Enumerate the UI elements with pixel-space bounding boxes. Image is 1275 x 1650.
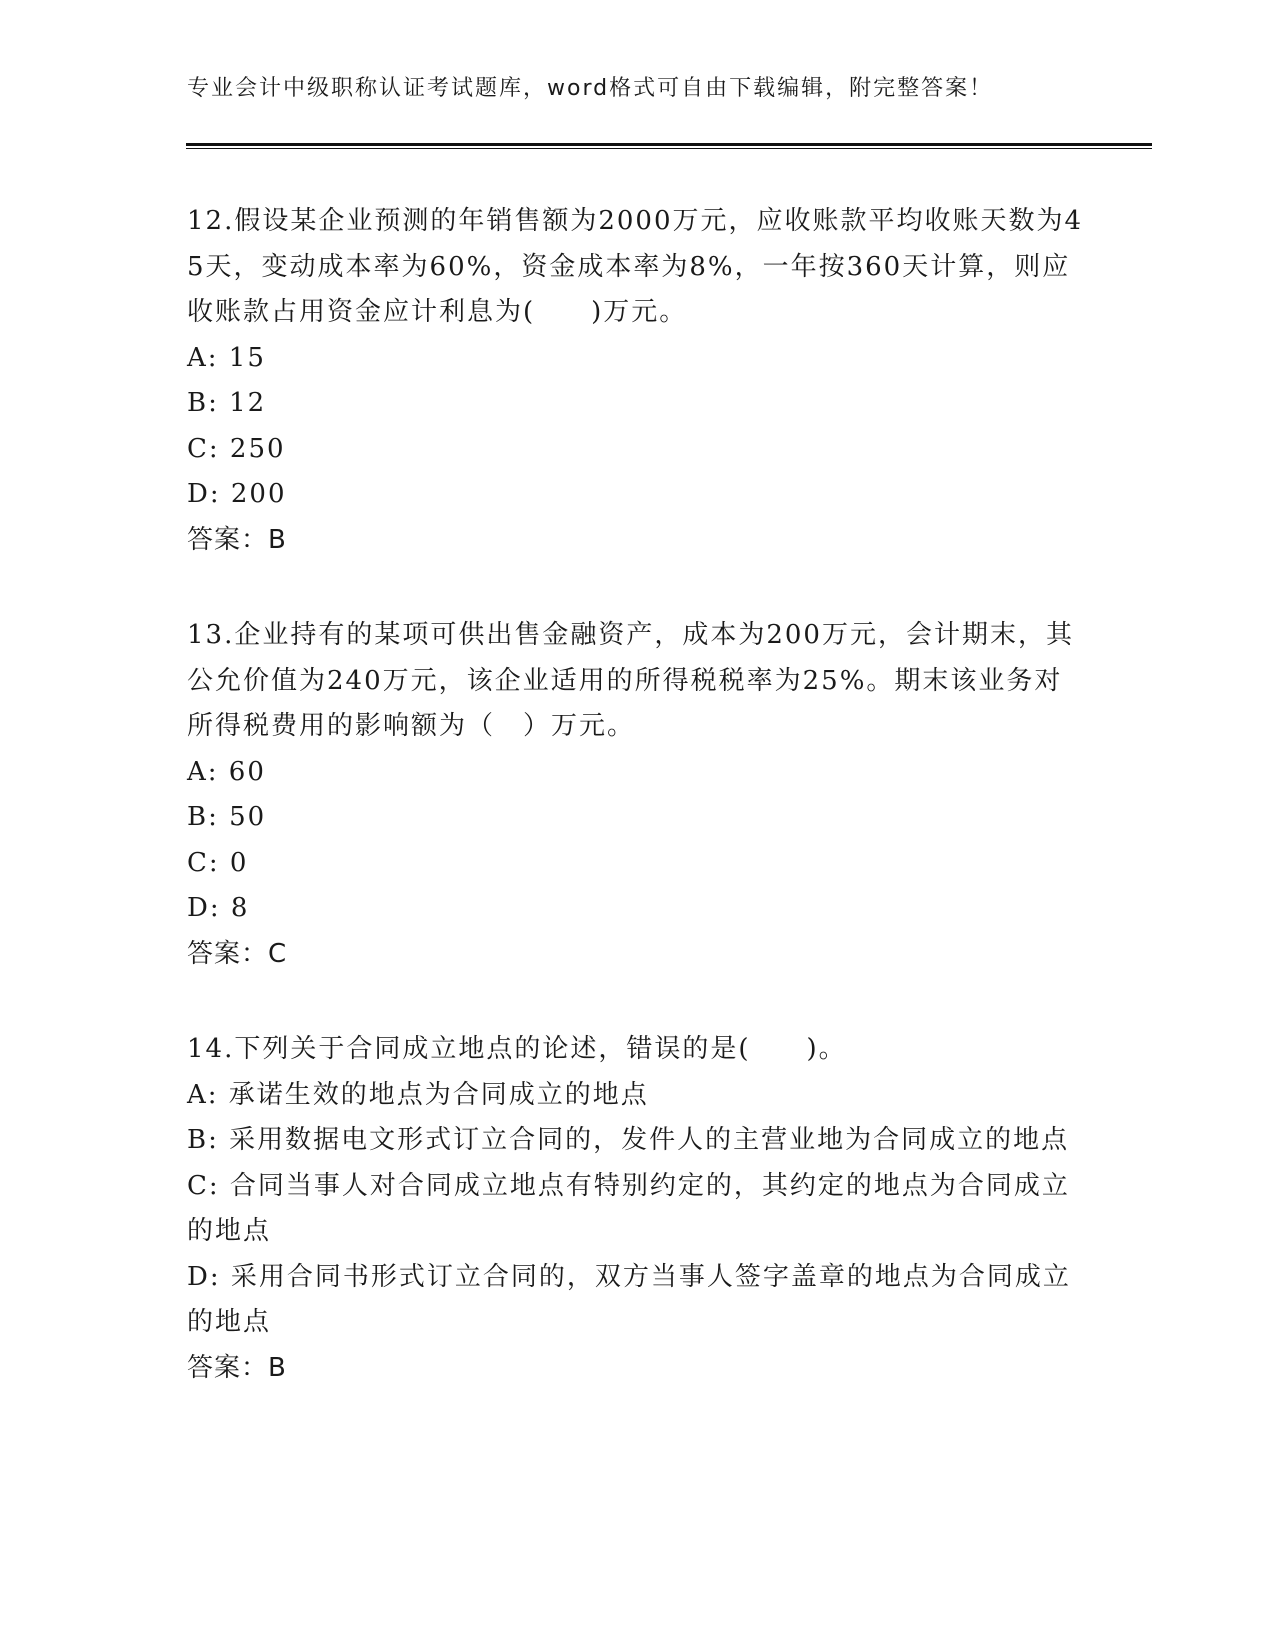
answer: 答案：C xyxy=(187,938,288,969)
answer: 答案：B xyxy=(187,1352,287,1383)
page-header: 专业会计中级职称认证考试题库，word格式可自由下载编辑，附完整答案！ xyxy=(187,76,994,101)
option-c: C: 250 xyxy=(187,433,286,464)
question-stem: 12.假设某企业预测的年销售额为2000万元，应收账款平均收账天数为45天，变动成本率为60%，资金成本率为8%，一年按360天计算，则应收账款占用资金应计利息为( )万元。 xyxy=(187,206,1084,327)
option-a: A: 15 xyxy=(187,342,266,373)
question-12 xyxy=(187,199,1087,563)
option-d: D: 采用合同书形式订立合同的，双方当事人签字盖章的地点为合同成立的地点 xyxy=(187,1261,1071,1337)
question-stem: 14.下列关于合同成立地点的论述，错误的是( )。 xyxy=(187,1034,847,1064)
option-b: B: 50 xyxy=(187,802,267,832)
question-14 xyxy=(187,1027,1087,1391)
option-b: B: 采用数据电文形式订立合同的，发件人的主营业地为合同成立的地点 xyxy=(187,1125,1070,1155)
option-d: D: 200 xyxy=(187,479,287,509)
question-13 xyxy=(187,613,1087,977)
option-a: A: 承诺生效的地点为合同成立的地点 xyxy=(187,1079,649,1110)
option-a: A: 60 xyxy=(187,756,266,787)
option-c: C: 合同当事人对合同成立地点有特别约定的，其约定的地点为合同成立的地点 xyxy=(187,1170,1070,1246)
answer: 答案：B xyxy=(187,524,287,555)
option-c: C: 0 xyxy=(187,847,249,878)
question-list xyxy=(187,199,1087,1441)
option-b: B: 12 xyxy=(187,388,267,418)
option-d: D: 8 xyxy=(187,893,250,923)
header-divider xyxy=(186,143,1152,149)
question-stem: 13.企业持有的某项可供出售金融资产，成本为200万元，会计期末，其公允价值为240万元，该企业适用的所得税税率为25%。期末该业务对所得税费用的影响额为（ ）万元。 xyxy=(187,620,1074,741)
